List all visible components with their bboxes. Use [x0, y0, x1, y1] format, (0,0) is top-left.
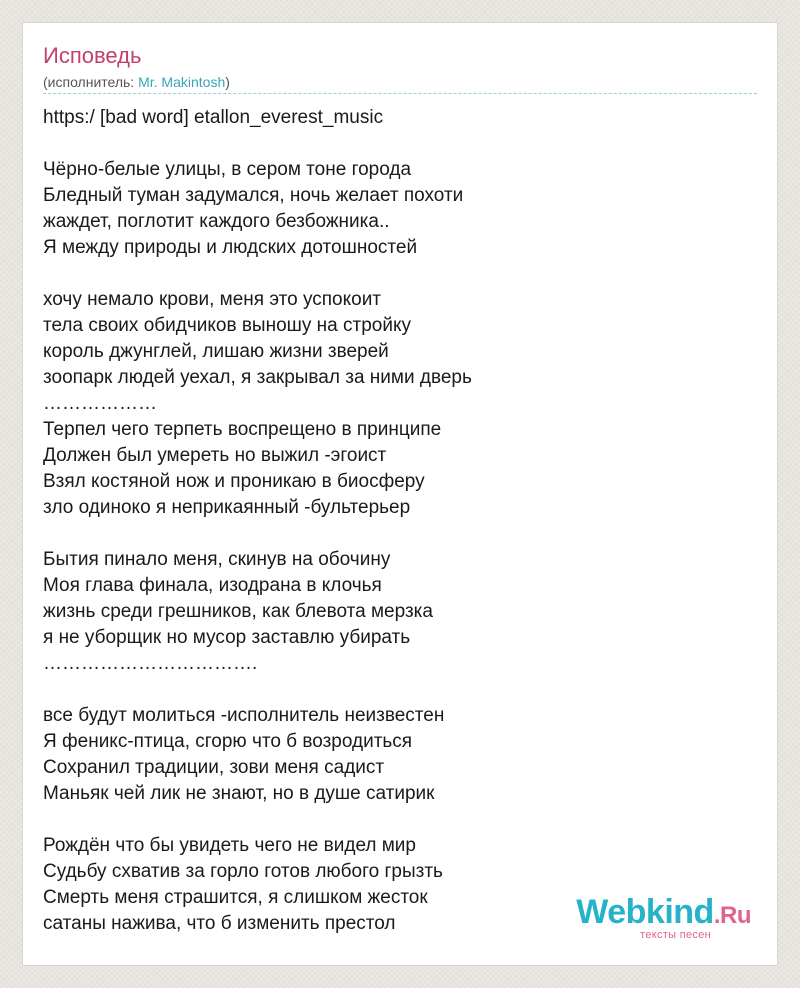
site-logo[interactable] — [576, 895, 751, 941]
header-divider — [43, 93, 757, 94]
logo-name: Webkind — [576, 893, 714, 931]
logo-tagline: тексты песен — [640, 929, 711, 941]
artist-suffix: ) — [225, 74, 230, 90]
logo-tld: .Ru — [713, 902, 751, 929]
artist-line — [43, 73, 230, 91]
lyrics-card — [22, 22, 778, 966]
song-title: Исповедь — [43, 43, 142, 68]
artist-prefix: (исполнитель: — [43, 74, 139, 90]
logo-wordmark — [576, 895, 751, 933]
artist-link[interactable]: Mr. Makintosh — [138, 74, 226, 90]
lyrics-text: https:/ [bad word] etallon_everest_music Чёрно-белые улицы, в сером тоне города Бледный туман задумался, ночь желает похоти жаждет, поглотит каждого безбожника.. Я между природы и людских дотошностей хочу немало крови, меня это успокоит тела своих обидчиков выношу на стройку король джунглей, лишаю жизни зверей зоопарк людей уехал, я закрывал за ними дверь ……………… Терпел чего терпеть воспрещено в принципе Должен был умереть но выжил -эгоист Взял костяной нож и проникаю в биосферу зло одиноко я неприкаянный -бультерьер Бытия пинало меня, скинув на обочину Моя глава финала, изодрана в клочья жизнь среди грешников, как блевота мерзка я не уборщик но мусор заставлю убирать ……………………………. все будут молиться -исполнитель неизвестен Я феникс-птица, сгорю что б возродиться Сохранил традиции, зови меня садист Маньяк чей лик не знают, но в душе сатирик Рождён что бы увидеть чего не видел мир Судьбу схватив за горло готов любого грызть Смерть меня страшится, я слишком жесток сатаны нажива, что б изменить престол — [43, 107, 472, 934]
